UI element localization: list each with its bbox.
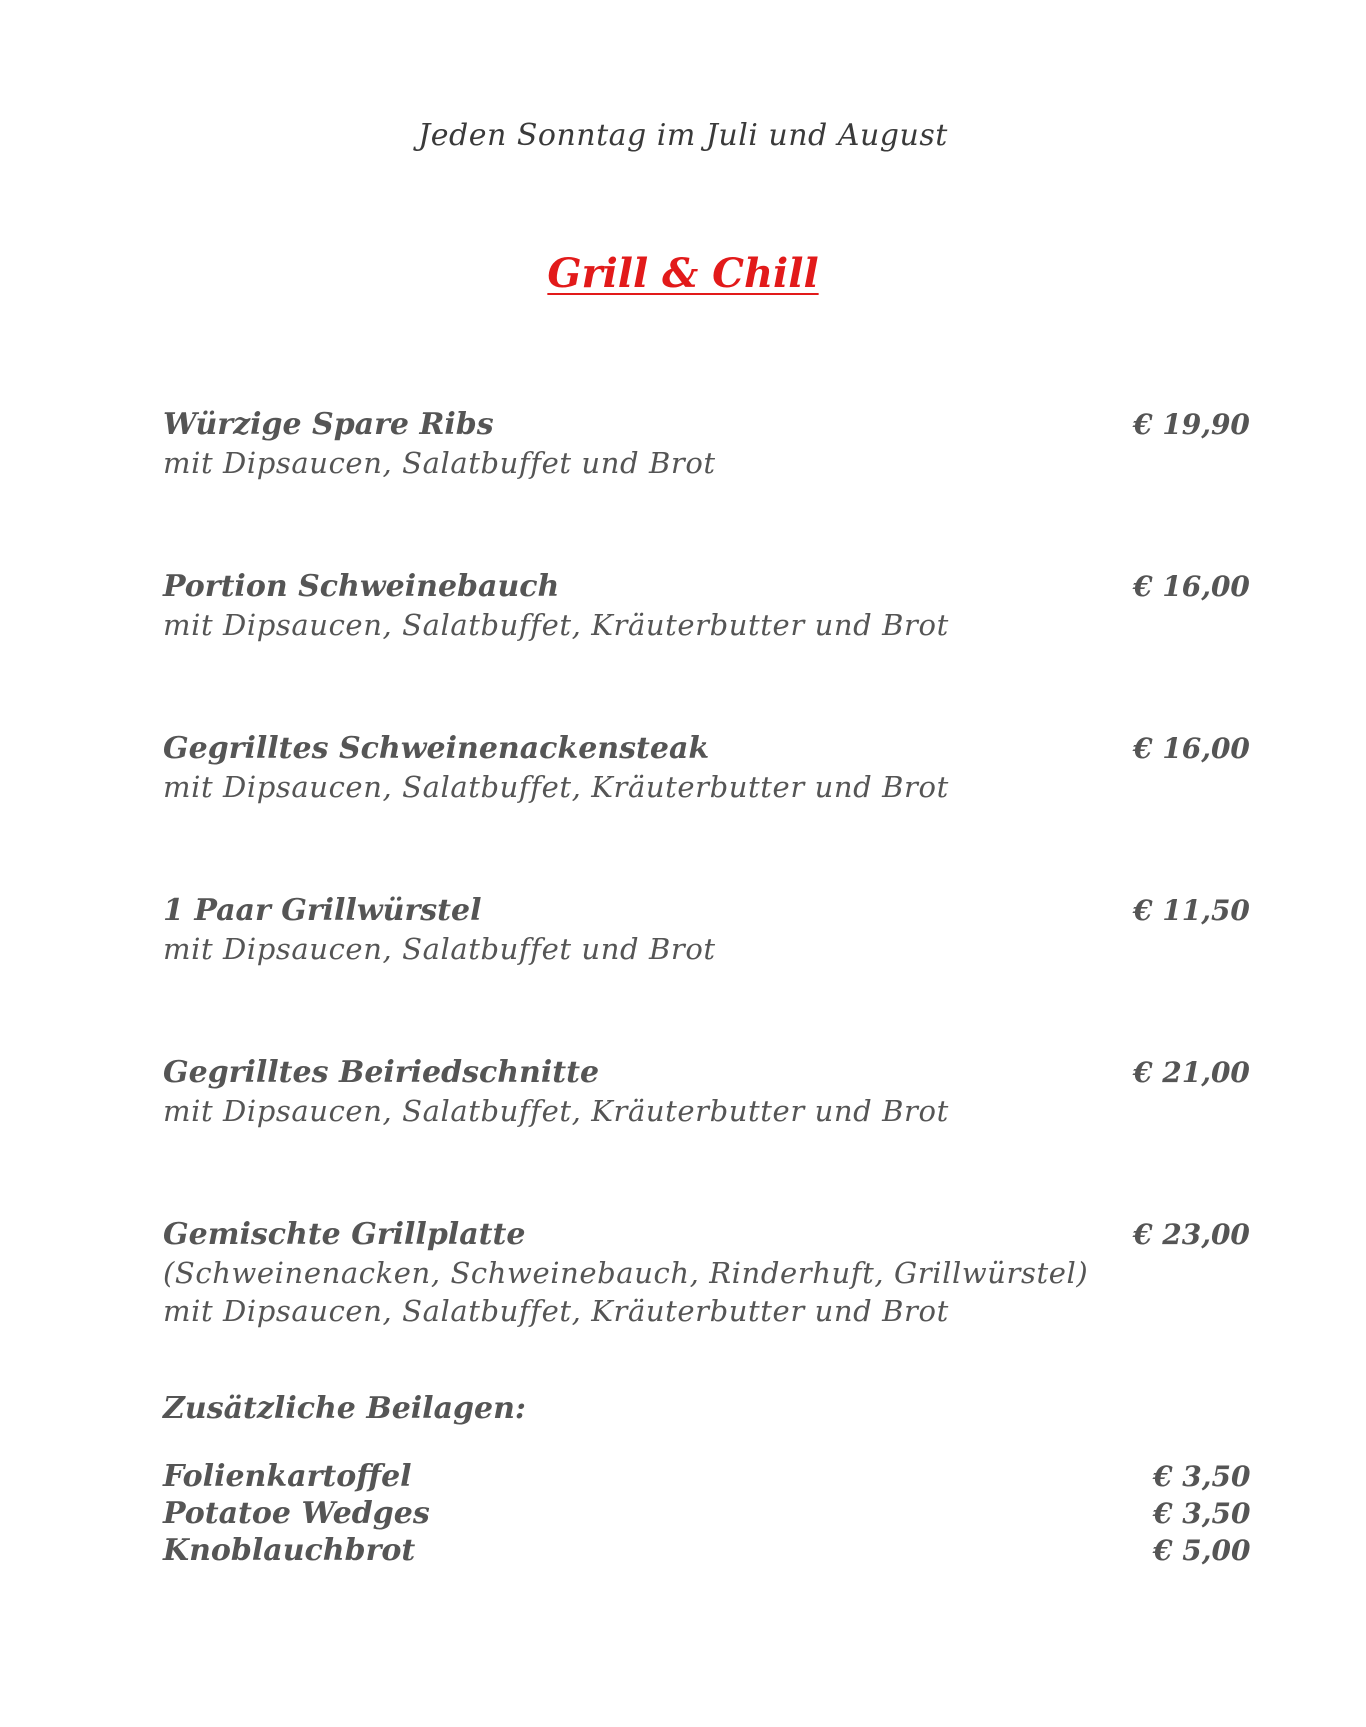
side-item-price: € 3,50 (1153, 1497, 1251, 1530)
menu-item-name: Gegrilltes Schweinenackensteak (163, 731, 710, 766)
menu-item-price: € 19,90 (1133, 408, 1250, 441)
menu-item-description: mit Dipsaucen, Salatbuffet und Brot (163, 446, 716, 480)
menu-item (163, 406, 1253, 482)
menu-title: Grill & Chill (547, 250, 819, 297)
menu-item-description: mit Dipsaucen, Salatbuffet und Brot (163, 932, 716, 966)
menu-item-name: 1 Paar Grillwürstel (163, 893, 482, 928)
menu-subtitle: Jeden Sonntag im Juli und August (418, 118, 948, 153)
sides-heading: Zusätzliche Beilagen: (163, 1391, 526, 1426)
menu-item-description: mit Dipsaucen, Salatbuffet, Kräuterbutter und Brot (163, 608, 949, 642)
menu-item-description: mit Dipsaucen, Salatbuffet, Kräuterbutter und Brot (163, 1294, 949, 1328)
menu-item (163, 892, 1253, 968)
side-item-name: Potatoe Wedges (163, 1496, 430, 1531)
menu-item-name: Gegrilltes Beiriedschnitte (163, 1055, 600, 1090)
side-item (163, 1458, 1253, 1495)
menu-item-name: Würzige Spare Ribs (163, 407, 494, 442)
menu-item (163, 1216, 1253, 1330)
side-item (163, 1495, 1253, 1532)
menu-list (163, 406, 1253, 1416)
menu-item (163, 568, 1253, 644)
menu-item-price: € 23,00 (1133, 1218, 1250, 1251)
menu-item-name: Gemischte Grillplatte (163, 1217, 526, 1252)
menu-item-price: € 16,00 (1133, 732, 1250, 765)
sides-list (163, 1458, 1253, 1569)
menu-item-name: Portion Schweinebauch (163, 569, 560, 604)
menu-item (163, 1054, 1253, 1130)
menu-item-price: € 21,00 (1133, 1056, 1250, 1089)
side-item-name: Knoblauchbrot (163, 1533, 416, 1568)
menu-item-description: (Schweinenacken, Schweinebauch, Rinderhuft, Grillwürstel) (163, 1256, 1089, 1290)
side-item-price: € 5,00 (1153, 1534, 1251, 1567)
side-item-price: € 3,50 (1153, 1460, 1251, 1493)
menu-item-description: mit Dipsaucen, Salatbuffet, Kräuterbutter und Brot (163, 1094, 949, 1128)
side-item-name: Folienkartoffel (163, 1459, 412, 1494)
menu-item-description: mit Dipsaucen, Salatbuffet, Kräuterbutter und Brot (163, 770, 949, 804)
side-item (163, 1532, 1253, 1569)
menu-item-price: € 11,50 (1133, 894, 1250, 927)
menu-item-price: € 16,00 (1133, 570, 1250, 603)
menu-item (163, 730, 1253, 806)
